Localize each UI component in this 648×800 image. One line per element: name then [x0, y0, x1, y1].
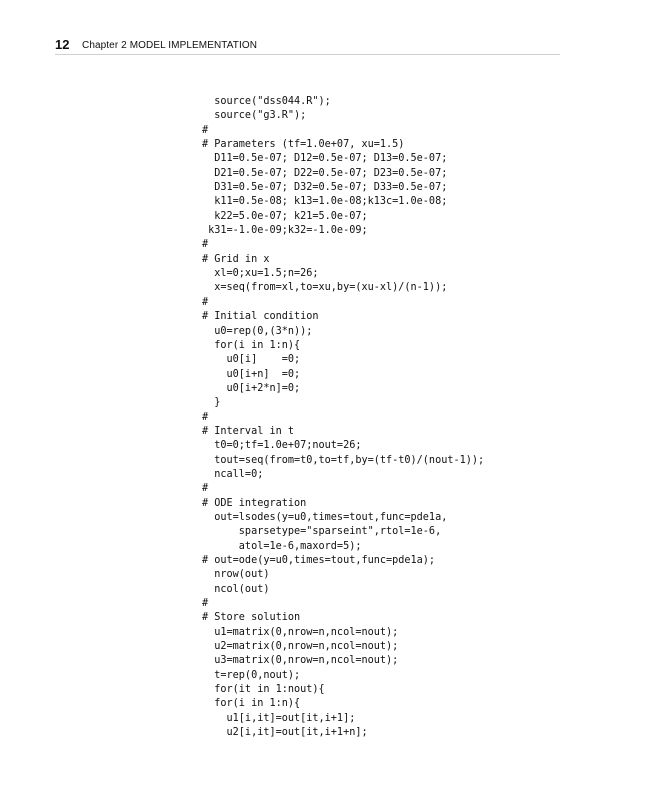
- code-line: u1=matrix(0,nrow=n,ncol=nout);: [202, 626, 399, 638]
- code-line: t0=0;tf=1.0e+07;nout=26;: [202, 440, 362, 452]
- code-line: atol=1e-6,maxord=5);: [202, 540, 362, 552]
- code-line: #: [202, 239, 209, 251]
- code-line: x=seq(from=xl,to=xu,by=(xu-xl)/(n-1));: [202, 282, 448, 294]
- code-line: D31=0.5e-07; D32=0.5e-07; D33=0.5e-07;: [202, 182, 448, 194]
- code-line: #: [202, 483, 209, 495]
- code-line: k11=0.5e-08; k13=1.0e-08;k13c=1.0e-08;: [202, 196, 448, 208]
- code-line: u1[i,it]=out[it,i+1];: [202, 712, 356, 724]
- page-number: 12: [55, 37, 70, 52]
- code-line: u3=matrix(0,nrow=n,ncol=nout);: [202, 655, 399, 667]
- code-line: D11=0.5e-07; D12=0.5e-07; D13=0.5e-07;: [202, 153, 448, 165]
- code-line: for(it in 1:nout){: [202, 684, 325, 696]
- running-head: Chapter 2 MODEL IMPLEMENTATION: [82, 40, 258, 51]
- page-header: [55, 37, 560, 55]
- code-line: u2=matrix(0,nrow=n,ncol=nout);: [202, 641, 399, 653]
- code-line: u0=rep(0,(3*n));: [202, 325, 313, 337]
- code-line: nrow(out): [202, 569, 270, 581]
- code-line: #: [202, 296, 209, 308]
- code-line: u2[i,it]=out[it,i+1+n];: [202, 727, 368, 739]
- code-line: # out=ode(y=u0,times=tout,func=pde1a);: [202, 555, 436, 566]
- code-line: # Interval in t: [202, 425, 295, 437]
- code-line: #: [202, 411, 209, 423]
- code-line: # Store solution: [202, 612, 301, 624]
- code-line: source("g3.R");: [202, 110, 307, 122]
- code-line: #: [202, 124, 209, 136]
- code-line: #: [202, 598, 209, 610]
- code-line: u0[i] =0;: [202, 354, 301, 366]
- code-line: ncall=0;: [202, 468, 264, 480]
- code-line: k31=-1.0e-09;k32=-1.0e-09;: [202, 225, 368, 237]
- code-line: # Grid in x: [202, 253, 270, 265]
- code-line: # Initial condition: [202, 311, 319, 323]
- code-line: out=lsodes(y=u0,times=tout,func=pde1a,: [202, 511, 448, 523]
- code-line: u0[i+n] =0;: [202, 368, 301, 380]
- code-line: u0[i+2*n]=0;: [202, 382, 301, 394]
- code-line: for(i in 1:n){: [202, 698, 301, 710]
- code-listing: [202, 95, 484, 740]
- code-line: sparsetype="sparseint",rtol=1e-6,: [202, 526, 442, 538]
- code-line: D21=0.5e-07; D22=0.5e-07; D23=0.5e-07;: [202, 167, 448, 179]
- code-line: source("dss044.R");: [202, 96, 331, 107]
- code-line: tout=seq(from=t0,to=tf,by=(tf-t0)/(nout-1));: [202, 454, 485, 466]
- code-line: }: [202, 397, 221, 409]
- code-line: t=rep(0,nout);: [202, 669, 301, 681]
- code-line: k22=5.0e-07; k21=5.0e-07;: [202, 210, 368, 222]
- code-line: xl=0;xu=1.5;n=26;: [202, 268, 319, 280]
- code-line: ncol(out): [202, 583, 270, 595]
- code-line: # ODE integration: [202, 497, 307, 509]
- code-line: # Parameters (tf=1.0e+07, xu=1.5): [202, 139, 405, 151]
- code-line: for(i in 1:n){: [202, 339, 301, 351]
